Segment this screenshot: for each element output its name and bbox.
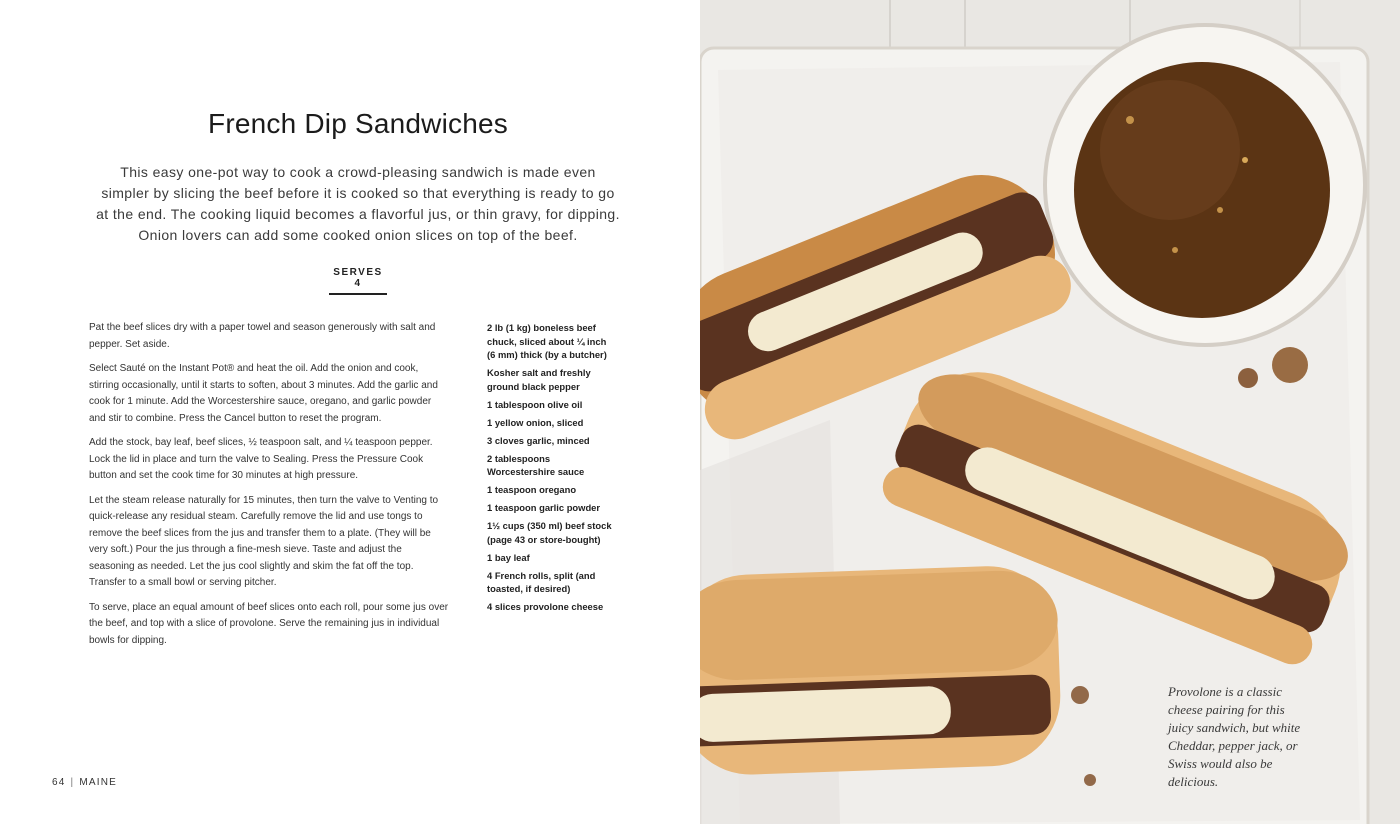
photo-caption: Provolone is a classic cheese pairing for this juicy sandwich, but white Cheddar, pepper jack, or Swiss would also be delicious. (1168, 684, 1301, 789)
ingredient-list (487, 321, 617, 618)
melted-provolone (700, 686, 952, 743)
jus-fleck (1126, 116, 1134, 124)
method-step: Pat the beef slices dry with a paper towel and season generously with salt and pepper. Set aside. (89, 322, 436, 350)
ingredient-item: 2 tablespoons Worcestershire sauce (487, 452, 585, 477)
footer-divider: | (70, 777, 75, 788)
serves-label: SERVES 4 (329, 267, 387, 295)
method-step: Let the steam release naturally for 15 minutes, then turn the valve to Venting to quick-release any residual steam. Carefully remove the lid and use tongs to remove the beef slices from the jus and transfer them to a plate. (They will be very soft.) Pour the jus through a fine-mesh sieve. Taste and adjust the seasoning as needed. Let the jus cool slightly and skim the fat off the top. Transfer to a small bowl or serving pitcher. (89, 494, 439, 588)
jus-drip (1071, 686, 1089, 704)
method-step: Add the stock, bay leaf, beef slices, ½ teaspoon salt, and ¼ teaspoon pepper. Lock the lid in place and turn the valve to Sealing. Press the Pressure Cook button and set the cook time for 30 minutes at high pressure. (89, 437, 433, 481)
method-step: To serve, place an equal amount of beef slices onto each roll, pour some jus over the beef, and top with a slice of provolone. Serve the remaining jus in individual bowls for dipping. (89, 601, 449, 646)
method-steps (89, 320, 449, 657)
ingredient-item: 1 tablespoon olive oil (487, 398, 583, 410)
ingredient-item: 1½ cups (350 ml) beef stock (page 43 or store-bought) (487, 520, 612, 545)
method-step: Select Sauté on the Instant Pot® and heat the oil. Add the onion and cook, stirring occasionally, until it starts to soften, about 3 minutes. Add the garlic and cook for 1 minute. Add the Worcestershire sauce, oregano, and garlic powder and stir to combine. Press the Cancel button to reset the program. (89, 363, 438, 424)
jus-drip (1084, 774, 1096, 786)
ingredient-item: 1 bay leaf (487, 551, 530, 563)
food-photo (700, 0, 1400, 824)
ingredient-item: 1 teaspoon oregano (487, 484, 577, 495)
page-footer (52, 777, 117, 788)
jus-drip (1238, 368, 1258, 388)
ingredient-item: 2 lb (1 kg) boneless beef chuck, sliced about ¼ inch (6 mm) thick (by a butcher) (487, 322, 607, 360)
jus-fleck (1242, 157, 1248, 163)
recipe-intro: This easy one-pot way to cook a crowd-pleasing sandwich is made even simpler by slicing the beef before it is cooked so that everything is ready to go at the end. The cooking liquid becomes a flavorful jus, or thin gravy, for dipping. Onion lovers can add some cooked onion slices on top of the beef. (96, 164, 620, 243)
section-name: MAINE (79, 777, 118, 788)
jus-drip (1272, 347, 1308, 383)
jus-highlight (1100, 80, 1240, 220)
page-number: 64 (52, 777, 66, 788)
sandwich-bottom (700, 564, 1063, 777)
roll-top (700, 569, 1059, 682)
jus-fleck (1172, 247, 1178, 253)
ingredient-item: 4 slices provolone cheese (487, 601, 604, 612)
ingredient-item: 1 yellow onion, sliced (487, 416, 584, 428)
jus-fleck (1217, 207, 1223, 213)
ingredient-item: Kosher salt and freshly ground black pepper (487, 367, 591, 392)
recipe-title: French Dip Sandwiches (208, 108, 508, 139)
ingredient-item: 4 French rolls, split (and toasted, if desired) (487, 569, 596, 594)
ingredient-item: 1 teaspoon garlic powder (487, 502, 601, 513)
ingredient-item: 3 cloves garlic, minced (487, 434, 590, 446)
